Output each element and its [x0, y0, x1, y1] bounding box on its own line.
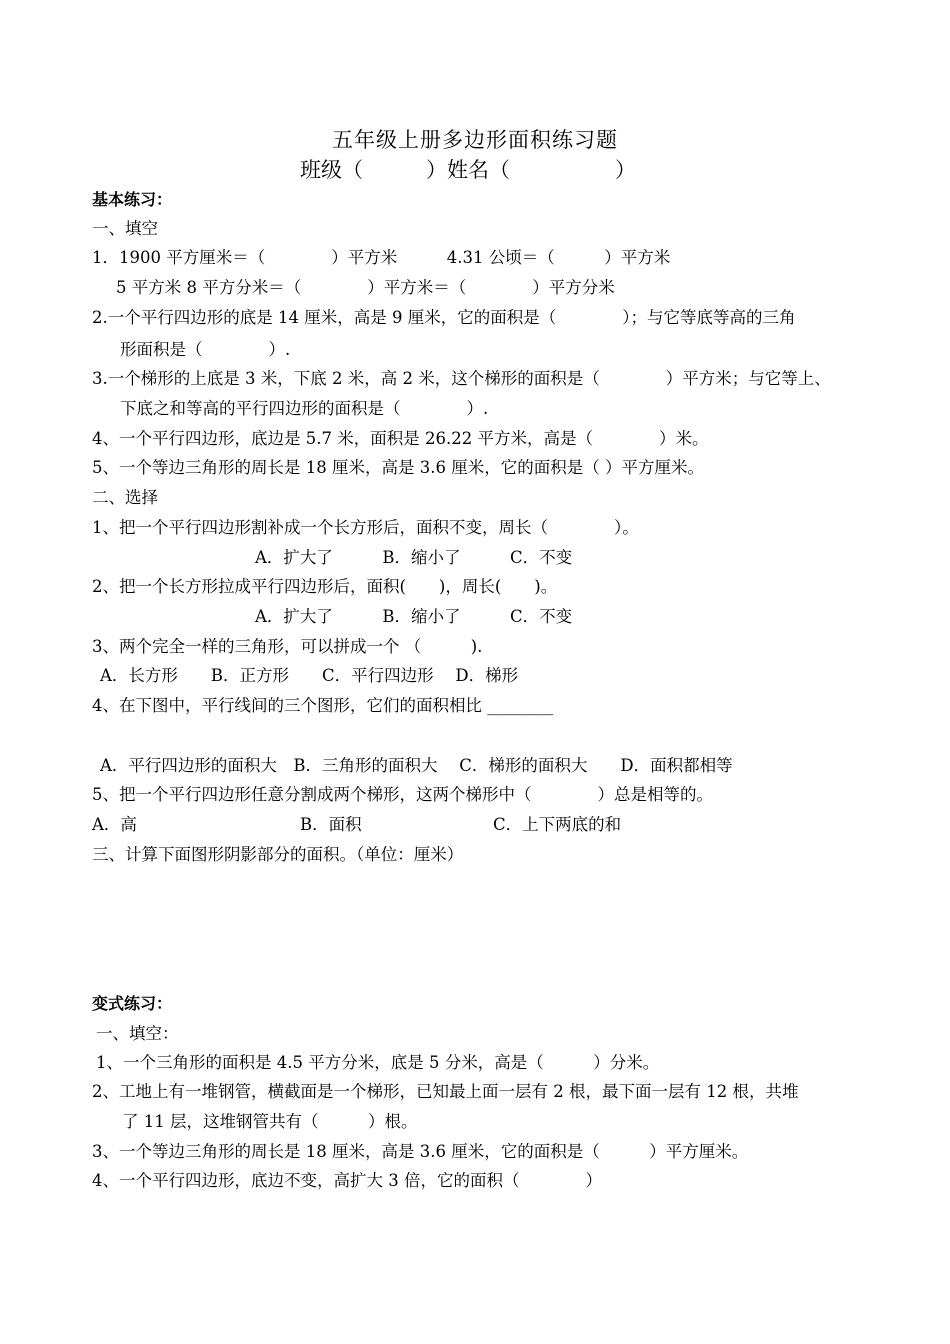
- choice-4: 4、在下图中，平行线间的三个图形，它们的面积相比 ________: [92, 696, 554, 715]
- question-3a: 3.一个梯形的上底是 3 米，下底 2 米，高 2 米，这个梯形的面积是（ ）平方米；与它等上、: [92, 369, 831, 388]
- choice-1-options: A．扩大了 B．缩小了 C．不变: [255, 548, 573, 567]
- choice-4-options: A．平行四边形的面积大 B．三角形的面积大 C．梯形的面积大 D．面积都相等: [100, 756, 733, 775]
- choice-2: 2、把一个长方形拉成平行四边形后，面积( )，周长( )。: [92, 577, 558, 596]
- choice-3: 3、两个完全一样的三角形，可以拼成一个 （ ).: [92, 637, 483, 656]
- variant-question-2a: 2、工地上有一堆钢管，横截面是一个梯形，已知最上面一层有 2 根，最下面一层有 12 根，共堆: [92, 1082, 799, 1101]
- variant-fill-heading: 一、填空：: [96, 1024, 179, 1043]
- choice-heading: 二、选择: [92, 488, 158, 507]
- variant-question-2b: 了 11 层，这堆钢管共有（ ）根。: [122, 1112, 418, 1131]
- question-2a: 2.一个平行四边形的底是 14 厘米，高是 9 厘米，它的面积是（ ）；与它等底等高的三角: [92, 308, 796, 327]
- variant-practice-heading: 变式练习：: [92, 994, 173, 1013]
- variant-question-4: 4、一个平行四边形，底边不变，高扩大 3 倍，它的面积（ ）: [92, 1171, 602, 1190]
- question-4: 4、一个平行四边形，底边是 5.7 米，面积是 26.22 平方米，高是（ ）米。: [92, 429, 709, 448]
- choice-3-options: A．长方形 B．正方形 C．平行四边形 D．梯形: [100, 666, 519, 685]
- question-3b: 下底之和等高的平行四边形的面积是（ ）.: [120, 399, 489, 418]
- basic-practice-heading: 基本练习：: [92, 190, 173, 209]
- question-1b: 5 平方米 8 平方分米＝（ ）平方米＝（ ）平方分米: [116, 278, 615, 297]
- choice-5-option-c: C．上下两底的和: [493, 815, 622, 834]
- calculation-heading: 三、计算下面图形阴影部分的面积。（单位：厘米）: [92, 845, 464, 864]
- page-title: 五年级上册多边形面积练习题: [332, 128, 618, 152]
- class-name-line: 班级（ ）姓名（ ）: [300, 158, 636, 182]
- question-5: 5、一个等边三角形的周长是 18 厘米，高是 3.6 厘米，它的面积是（ ）平方厘米。: [92, 458, 704, 477]
- choice-5: 5、把一个平行四边形任意分割成两个梯形，这两个梯形中（ ）总是相等的。: [92, 785, 713, 804]
- choice-5-option-b: B．面积: [300, 815, 362, 834]
- variant-question-1: 1、一个三角形的面积是 4.5 平方分米，底是 5 分米，高是（ ）分米。: [96, 1053, 660, 1072]
- variant-question-3: 3、一个等边三角形的周长是 18 厘米，高是 3.6 厘米，它的面积是（ ）平方厘米。: [92, 1142, 749, 1161]
- fill-blank-heading: 一、填空: [92, 219, 158, 238]
- choice-1: 1、把一个平行四边形割补成一个长方形后，面积不变，周长（ ）。: [92, 518, 639, 537]
- choice-2-options: A．扩大了 B．缩小了 C．不变: [255, 607, 573, 626]
- question-1a: 1．1900 平方厘米＝（ ）平方米 4.31 公顷＝（ ）平方米: [92, 248, 671, 267]
- question-2b: 形面积是（ ）.: [120, 340, 291, 359]
- choice-5-option-a: A．高: [92, 815, 137, 834]
